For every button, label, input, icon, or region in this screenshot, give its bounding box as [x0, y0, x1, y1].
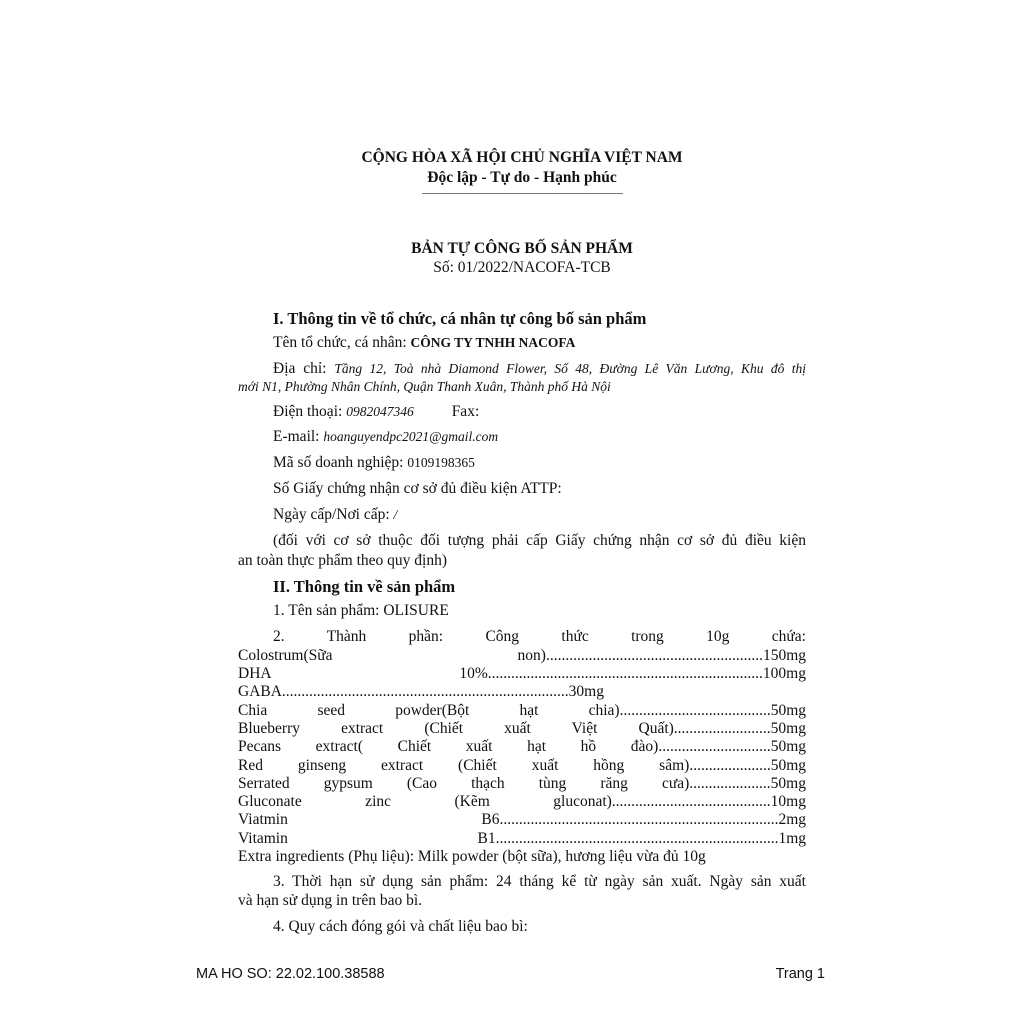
tax-row	[273, 453, 475, 473]
page-number: Trang 1	[775, 966, 825, 982]
ingredients-intro: 2. Thành phần: Công thức trong 10g chứa:	[273, 628, 806, 645]
file-code: MA HO SO: 22.02.100.38588	[196, 966, 385, 982]
shelf-life-line-2: và hạn sử dụng in trên bao bì.	[238, 892, 423, 909]
tax-label: Mã số doanh nghiệp:	[273, 454, 408, 471]
document-number: Số: 01/2022/NACOFA-TCB	[433, 259, 611, 276]
document-title: BẢN TỰ CÔNG BỐ SẢN PHẨM	[411, 240, 633, 257]
address-row-1	[238, 359, 806, 379]
packaging: 4. Quy cách đóng gói và chất liệu bao bì:	[273, 918, 528, 935]
org-label: Tên tổ chức, cá nhân:	[273, 334, 411, 351]
address-label: Địa chỉ:	[273, 360, 335, 377]
shelf-life-line-1: 3. Thời hạn sử dụng sản phẩm: 24 tháng kể từ ngày sản xuất. Ngày sản xuất	[273, 873, 806, 890]
issue-row	[273, 505, 397, 525]
motto: Độc lập - Tự do - Hạnh phúc	[427, 169, 617, 186]
issue-value: /	[393, 507, 398, 522]
note-line-2: an toàn thực phẩm theo quy định)	[238, 552, 447, 569]
nation-title: CỘNG HÒA XÃ HỘI CHỦ NGHĨA VIỆT NAM	[361, 149, 683, 166]
email-label: E-mail:	[273, 428, 324, 445]
cert-label: Số Giấy chứng nhận cơ sở đủ điều kiện ATTP:	[273, 480, 562, 497]
phone-value: 0982047346	[346, 404, 414, 419]
address-line-2: mới N1, Phường Nhân Chính, Quận Thanh Xuân, Thành phố Hà Nội	[238, 379, 611, 394]
product-name: 1. Tên sản phẩm: OLISURE	[273, 602, 449, 619]
email-value: hoanguyendpc2021@gmail.com	[323, 429, 499, 444]
org-value: CÔNG TY TNHH NACOFA	[410, 335, 576, 350]
ingredient-line: Chia seed powder(Bột hạt chia).......................................50mg	[238, 702, 806, 719]
extra-ingredients: Extra ingredients (Phụ liệu): Milk powder (bột sữa), hương liệu vừa đủ 10g	[238, 848, 706, 865]
ingredient-line: Serrated gypsum (Cao thạch tùng răng cưa).....................50mg	[238, 775, 806, 792]
motto-underline	[422, 193, 623, 194]
ingredient-line: Gluconate zinc (Kẽm gluconat).........................................10mg	[238, 793, 806, 810]
ingredient-line: GABA..........................................................................30mg	[238, 683, 604, 700]
org-name-row	[273, 333, 575, 353]
fax-label: Fax:	[451, 403, 480, 420]
phone-label: Điện thoại:	[273, 403, 347, 420]
ingredient-line: Colostrum(Sữa non)........................................................150mg	[238, 647, 806, 664]
address-line-1: Tầng 12, Toà nhà Diamond Flower, Số 48, Đường Lê Văn Lương, Khu đô thị	[334, 361, 806, 376]
phone-row	[273, 402, 479, 422]
section1-heading: I. Thông tin về tổ chức, cá nhân tự công bố sản phẩm	[273, 309, 647, 328]
ingredient-line: DHA 10%.......................................................................100mg	[238, 665, 806, 682]
ingredient-line: Red ginseng extract (Chiết xuất hồng sâm).....................50mg	[238, 757, 806, 774]
ingredient-line: Viatmin B6........................................................................2mg	[238, 811, 806, 828]
ingredient-line: Blueberry extract (Chiết xuất Việt Quất).........................50mg	[238, 720, 806, 737]
tax-value: 0109198365	[407, 455, 475, 470]
section2-heading: II. Thông tin về sản phẩm	[273, 577, 456, 596]
ingredient-line: Vitamin B1.........................................................................1mg	[238, 830, 806, 847]
ingredient-line: Pecans extract( Chiết xuất hạt hồ đào).............................50mg	[238, 738, 806, 755]
note-line-1: (đối với cơ sở thuộc đối tượng phải cấp Giấy chứng nhận cơ sở đủ điều kiện	[273, 532, 806, 549]
email-row	[273, 427, 498, 447]
issue-label: Ngày cấp/Nơi cấp:	[273, 506, 394, 523]
